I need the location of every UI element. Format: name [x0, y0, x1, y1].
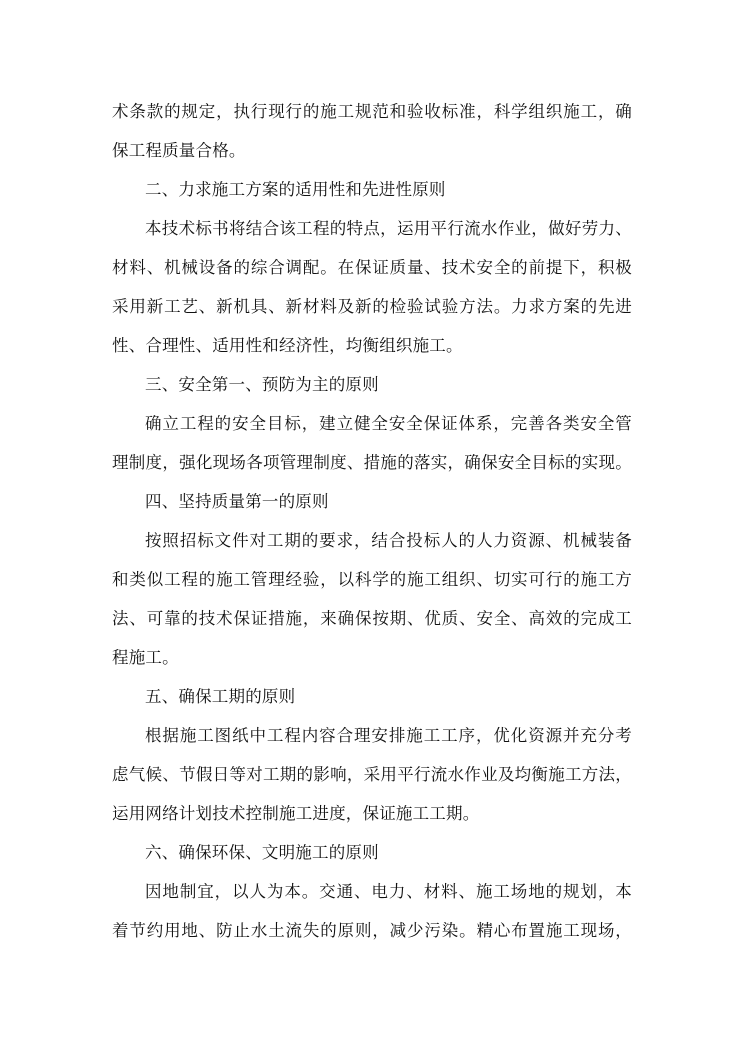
text-line: 虑气候、节假日等对工期的影响，采用平行流水作业及均衡施工方法， [112, 765, 632, 784]
text-line: 材料、机械设备的综合调配。在保证质量、技术安全的前提下，积极 [112, 258, 632, 277]
section-heading: 四、坚持质量第一的原则 [145, 492, 329, 511]
section-heading: 五、确保工期的原则 [145, 687, 296, 706]
text-line: 按照招标文件对工期的要求，结合投标人的人力资源、机械装备 [145, 531, 632, 550]
section-heading: 二、力求施工方案的适用性和先进性原则 [145, 180, 446, 199]
text-line: 采用新工艺、新机具、新材料及新的检验试验方法。力求方案的先进 [112, 297, 632, 316]
text-line: 理制度，强化现场各项管理制度、措施的落实，确保安全目标的实现。 [112, 453, 632, 472]
text-line: 术条款的规定，执行现行的施工规范和验收标准，科学组织施工，确 [112, 102, 632, 121]
text-line: 运用网络计划技术控制施工进度，保证施工工期。 [112, 804, 480, 823]
section-heading: 六、确保环保、文明施工的原则 [145, 843, 379, 862]
section-heading: 三、安全第一、预防为主的原则 [145, 375, 379, 394]
text-line: 法、可靠的技术保证措施，来确保按期、优质、安全、高效的完成工 [112, 609, 632, 628]
text-line: 根据施工图纸中工程内容合理安排施工工序，优化资源并充分考 [145, 726, 632, 745]
text-line: 因地制宜，以人为本。交通、电力、材料、施工场地的规划，本 [145, 882, 632, 901]
text-line: 性、合理性、适用性和经济性，均衡组织施工。 [112, 336, 463, 355]
text-line: 着节约用地、防止水土流失的原则，减少污染。精心布置施工现场， [112, 921, 632, 940]
text-line: 程施工。 [112, 648, 179, 667]
text-line: 保工程质量合格。 [112, 141, 246, 160]
text-line: 和类似工程的施工管理经验，以科学的施工组织、切实可行的施工方 [112, 570, 632, 589]
text-line: 本技术标书将结合该工程的特点，运用平行流水作业，做好劳力、 [145, 219, 632, 238]
text-line: 确立工程的安全目标，建立健全安全保证体系，完善各类安全管 [145, 414, 632, 433]
